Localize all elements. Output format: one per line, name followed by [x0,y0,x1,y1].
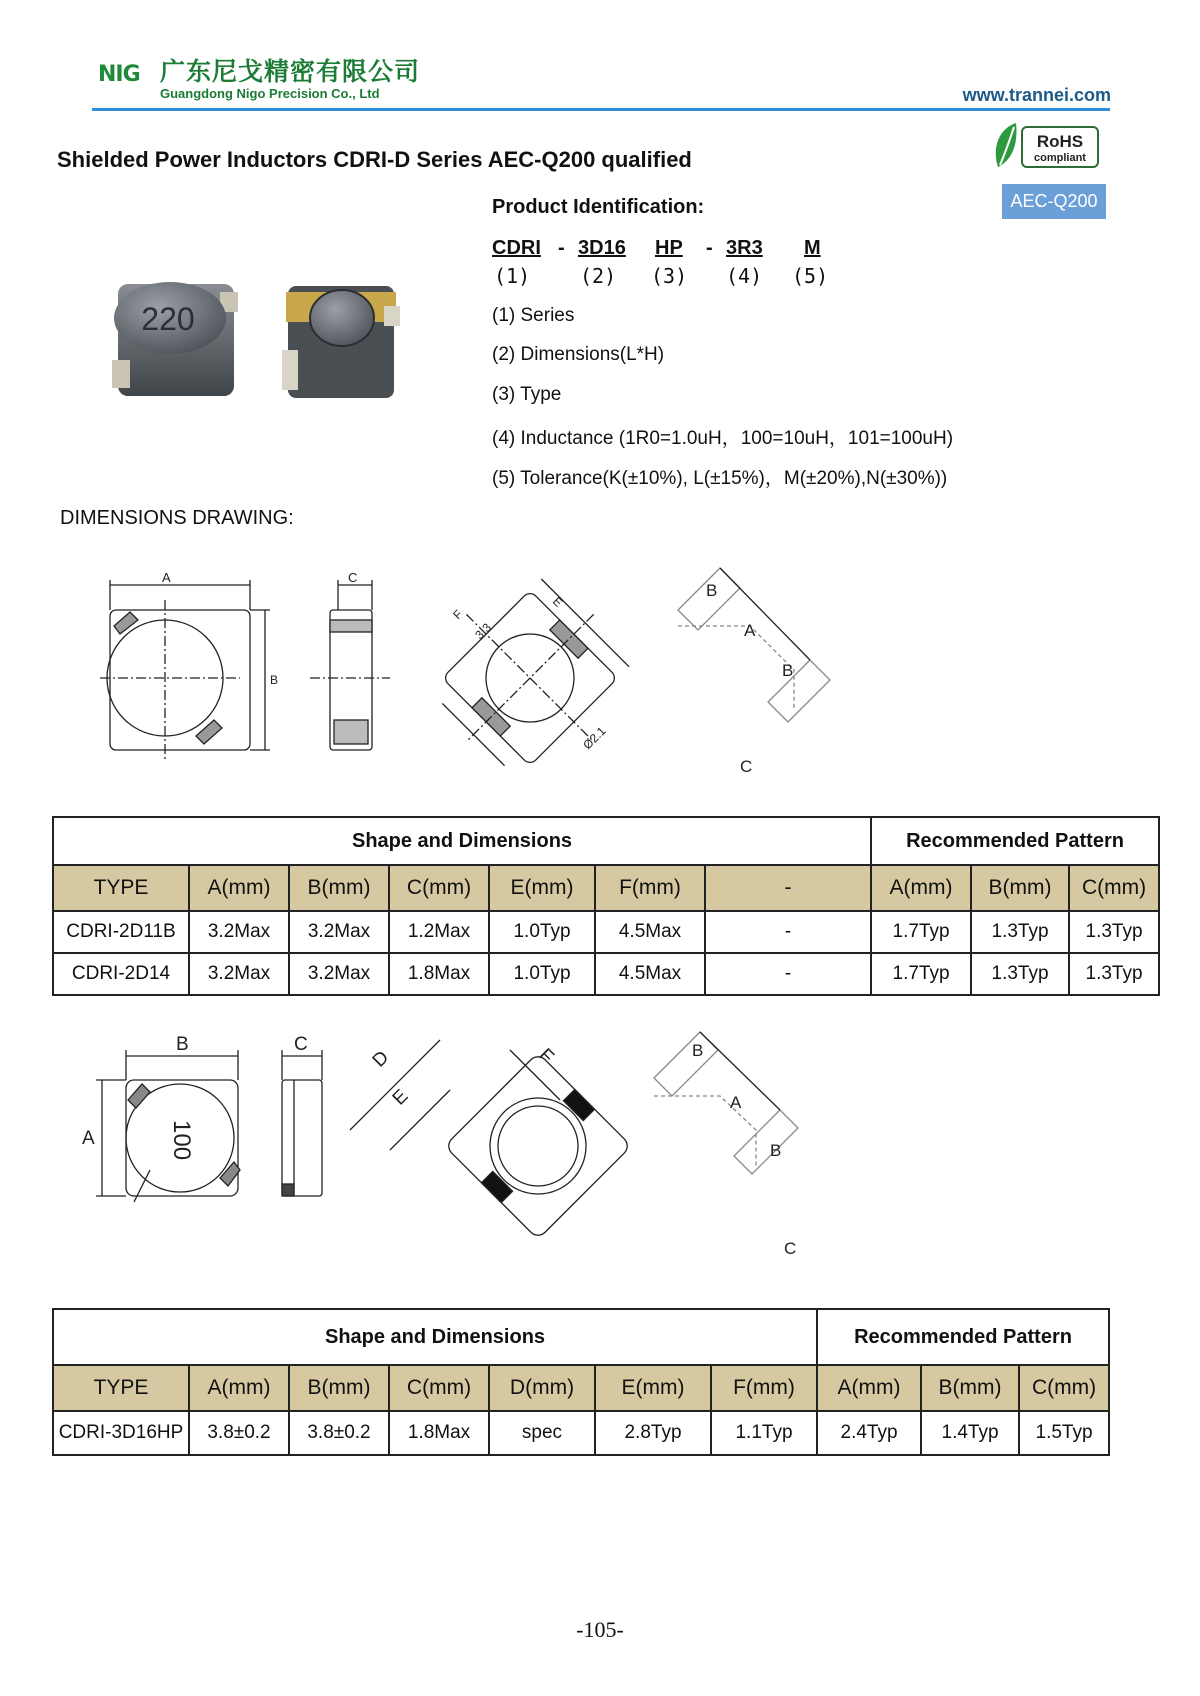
rohs-badge [992,121,1102,173]
svg-text:B: B [706,581,718,600]
table-cell: 3.2Max [189,953,289,995]
photo-marking: 220 [141,301,195,337]
svg-text:A: A [730,1093,742,1112]
svg-text:C: C [294,1034,308,1055]
table-cell: - [705,911,871,953]
svg-text:B: B [692,1041,704,1060]
table-cell: 1.2Max [389,911,489,953]
table-row [53,911,1159,953]
id-item-series: (1) Series [492,305,575,326]
code-num: (5) [792,264,829,288]
table-row [53,953,1159,995]
table-cell: 3.2Max [289,911,389,953]
svg-text:C: C [784,1239,797,1258]
col-header: TYPE [53,865,189,911]
svg-text:C: C [740,757,753,776]
table-cell: 1.4Typ [921,1411,1019,1455]
svg-text:C: C [348,570,358,585]
svg-text:B: B [270,673,279,687]
col-header: A(mm) [189,865,289,911]
svg-text:compliant: compliant [1034,152,1086,164]
table-cell: spec [489,1411,595,1455]
table-cell: 1.3Typ [1069,953,1159,995]
table-cell: 4.5Max [595,911,705,953]
table-cell: 1.7Typ [871,911,971,953]
code-dimensions: 3D16 [578,237,626,259]
company-logo: NIG [98,62,140,87]
col-header: C(mm) [1069,865,1159,911]
code-type: HP [655,237,683,259]
section-recommended-pattern: Recommended Pattern [817,1309,1109,1365]
table-cell: 2.8Typ [595,1411,711,1455]
table-cell: 3.8±0.2 [289,1411,389,1455]
code-num: (1) [494,264,531,288]
table-cell: - [705,953,871,995]
code-separator: - [558,237,565,259]
table-cell: CDRI-2D11B [53,911,189,953]
table-cell: 1.5Typ [1019,1411,1109,1455]
table-cell: 3.8±0.2 [189,1411,289,1455]
section-shape-dimensions: Shape and Dimensions [53,817,871,865]
col-header: B(mm) [289,865,389,911]
svg-text:E: E [549,594,566,610]
table-cell: 3.2Max [289,953,389,995]
svg-text:A: A [82,1128,95,1149]
id-item-type: (3) Type [492,384,562,405]
svg-text:B: B [176,1034,189,1055]
table-cell: 1.8Max [389,953,489,995]
col-header: C(mm) [389,865,489,911]
table-cell: 1.1Typ [711,1411,817,1455]
page-number: -105- [576,1617,624,1642]
product-photo [110,278,430,408]
col-header: A(mm) [871,865,971,911]
table-cell: CDRI-2D14 [53,953,189,995]
id-item-dimensions: (2) Dimensions(L*H) [492,344,665,365]
code-series: CDRI [492,237,541,259]
svg-text:F: F [534,1044,558,1068]
dimensions-drawing-1 [90,560,910,790]
svg-text:Ø2.1: Ø2.1 [580,723,609,753]
id-item-inductance: (4) Inductance (1R0=1.0uH，100=10uH，101=100uH) [492,428,954,449]
table-cell: 3.2Max [189,911,289,953]
spec-table-1 [52,816,1160,996]
col-header: TYPE [53,1365,189,1411]
col-header: B(mm) [289,1365,389,1411]
col-header: C(mm) [1019,1365,1109,1411]
table-cell: 1.3Typ [971,911,1069,953]
table-cell: CDRI-3D16HP [53,1411,189,1455]
aec-q200-badge: AEC-Q200 [1002,184,1106,219]
table-cell: 1.3Typ [1069,911,1159,953]
svg-text:D: D [368,1046,394,1072]
code-inductance: 3R3 [726,237,763,259]
dimensions-drawing-2 [80,1020,900,1280]
svg-text:A: A [162,570,171,585]
code-num: (2) [580,264,617,288]
spec-table-2 [52,1308,1110,1456]
id-item-tolerance: (5) Tolerance(K(±10%), L(±15%)，M(±20%),N(±30%)) [492,468,948,489]
col-header: B(mm) [971,865,1069,911]
table-cell: 1.0Typ [489,953,595,995]
svg-text:B: B [770,1141,782,1160]
website-link[interactable]: www.trannei.com [962,85,1111,105]
drawing-marking: 100 [168,1120,195,1161]
svg-text:3.3: 3.3 [472,620,494,643]
svg-text:A: A [744,621,756,640]
col-header: E(mm) [489,865,595,911]
header-divider [92,108,1110,111]
table-cell: 1.7Typ [871,953,971,995]
svg-text:B: B [782,661,794,680]
company-name-en: Guangdong Nigo Precision Co., Ltd [160,86,380,101]
col-header: B(mm) [921,1365,1019,1411]
table-cell: 1.8Max [389,1411,489,1455]
code-separator: - [706,237,713,259]
code-num: (4) [726,264,763,288]
table-cell: 1.0Typ [489,911,595,953]
code-tolerance: M [804,237,821,259]
svg-text:E: E [388,1085,413,1110]
col-header: F(mm) [595,865,705,911]
table-row [53,1411,1109,1455]
code-num: (3) [651,264,688,288]
col-header: - [705,865,871,911]
section-recommended-pattern: Recommended Pattern [871,817,1159,865]
svg-text:F: F [450,607,466,623]
table-cell: 1.3Typ [971,953,1069,995]
dimensions-heading: DIMENSIONS DRAWING: [60,507,294,529]
page-title: Shielded Power Inductors CDRI-D Series AEC-Q200 qualified [57,147,692,172]
product-id-heading: Product Identification: [492,196,705,218]
section-shape-dimensions: Shape and Dimensions [53,1309,817,1365]
table-cell: 2.4Typ [817,1411,921,1455]
col-header: D(mm) [489,1365,595,1411]
col-header: F(mm) [711,1365,817,1411]
col-header: A(mm) [817,1365,921,1411]
col-header: A(mm) [189,1365,289,1411]
table-cell: 4.5Max [595,953,705,995]
svg-text:RoHS: RoHS [1036,132,1084,151]
col-header: E(mm) [595,1365,711,1411]
col-header: C(mm) [389,1365,489,1411]
company-name-cn: 广东尼戈精密有限公司 [160,57,421,86]
